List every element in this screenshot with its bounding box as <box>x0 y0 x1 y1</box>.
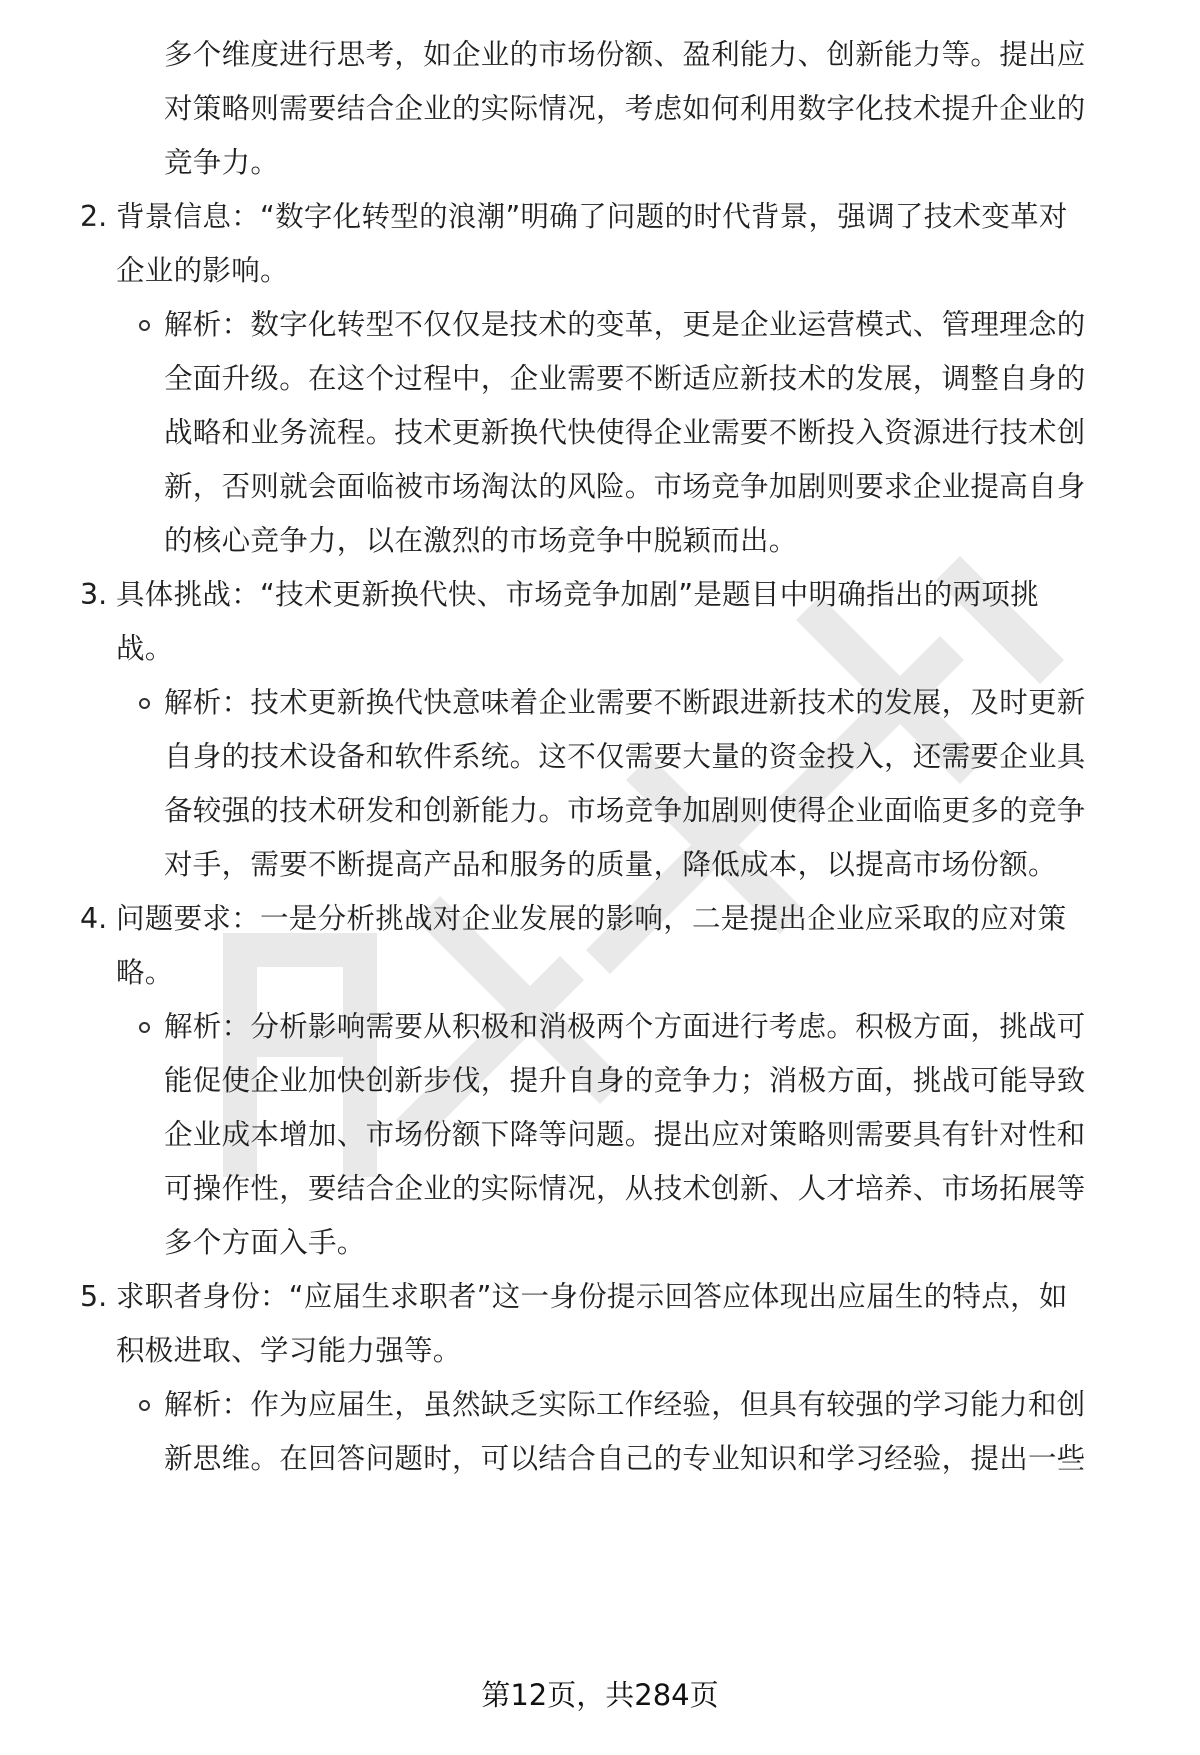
list-item-number: 3. <box>80 578 108 611</box>
analysis-line: 多个方面入手。 <box>164 1226 366 1259</box>
list-item-line: 求职者身份：“应届生求职者”这一身份提示回答应体现出应届生的特点，如 <box>116 1280 1068 1313</box>
list-item-line: 问题要求：一是分析挑战对企业发展的影响，二是提出企业应采取的应对策 <box>116 902 1067 935</box>
list-item-number: 5. <box>80 1280 108 1313</box>
analysis-line: 对手，需要不断提高产品和服务的质量，降低成本，以提高市场份额。 <box>164 848 1057 881</box>
list-item-line: 企业的影响。 <box>116 254 289 287</box>
list-item-line: 背景信息：“数字化转型的浪潮”明确了问题的时代背景，强调了技术变革对 <box>116 200 1068 233</box>
list-item-number: 2. <box>80 200 108 233</box>
hollow-bullet-icon <box>139 1022 150 1033</box>
analysis-line: 解析：作为应届生，虽然缺乏实际工作经验，但具有较强的学习能力和创 <box>164 1388 1086 1421</box>
analysis-line: 备较强的技术研发和创新能力。市场竞争加剧则使得企业面临更多的竞争 <box>164 794 1086 827</box>
list-item-line: 略。 <box>116 956 174 989</box>
continuation-line: 多个维度进行思考，如企业的市场份额、盈利能力、创新能力等。提出应 <box>164 38 1086 71</box>
list-item-line: 积极进取、学习能力强等。 <box>116 1334 462 1367</box>
analysis-line: 新思维。在回答问题时，可以结合自己的专业知识和学习经验，提出一些 <box>164 1442 1086 1475</box>
list-item-line: 具体挑战：“技术更新换代快、市场竞争加剧”是题目中明确指出的两项挑 <box>116 578 1039 611</box>
continuation-line: 竞争力。 <box>164 146 280 179</box>
hollow-bullet-icon <box>139 1400 150 1411</box>
analysis-line: 全面升级。在这个过程中，企业需要不断适应新技术的发展，调整自身的 <box>164 362 1086 395</box>
analysis-line: 的核心竞争力，以在激烈的市场竞争中脱颖而出。 <box>164 524 798 557</box>
analysis-line: 战略和业务流程。技术更新换代快使得企业需要不断投入资源进行技术创 <box>164 416 1086 449</box>
analysis-line: 新，否则就会面临被市场淘汰的风险。市场竞争加剧则要求企业提高自身 <box>164 470 1086 503</box>
list-item-line: 战。 <box>116 632 174 665</box>
analysis-line: 解析：分析影响需要从积极和消极两个方面进行考虑。积极方面，挑战可 <box>164 1010 1086 1043</box>
analysis-line: 能促使企业加快创新步伐，提升自身的竞争力；消极方面，挑战可能导致 <box>164 1064 1086 1097</box>
analysis-line: 自身的技术设备和软件系统。这不仅需要大量的资金投入，还需要企业具 <box>164 740 1086 773</box>
analysis-line: 解析：技术更新换代快意味着企业需要不断跟进新技术的发展，及时更新 <box>164 686 1086 719</box>
hollow-bullet-icon <box>139 320 150 331</box>
list-item-number: 4. <box>80 902 108 935</box>
analysis-line: 企业成本增加、市场份额下降等问题。提出应对策略则需要具有针对性和 <box>164 1118 1086 1151</box>
continuation-line: 对策略则需要结合企业的实际情况，考虑如何利用数字化技术提升企业的 <box>164 92 1086 125</box>
page-footer: 第12页，共284页 <box>481 1678 719 1712</box>
analysis-line: 可操作性，要结合企业的实际情况，从技术创新、人才培养、市场拓展等 <box>164 1172 1086 1205</box>
hollow-bullet-icon <box>139 698 150 709</box>
analysis-line: 解析：数字化转型不仅仅是技术的变革，更是企业运营模式、管理理念的 <box>164 308 1086 341</box>
